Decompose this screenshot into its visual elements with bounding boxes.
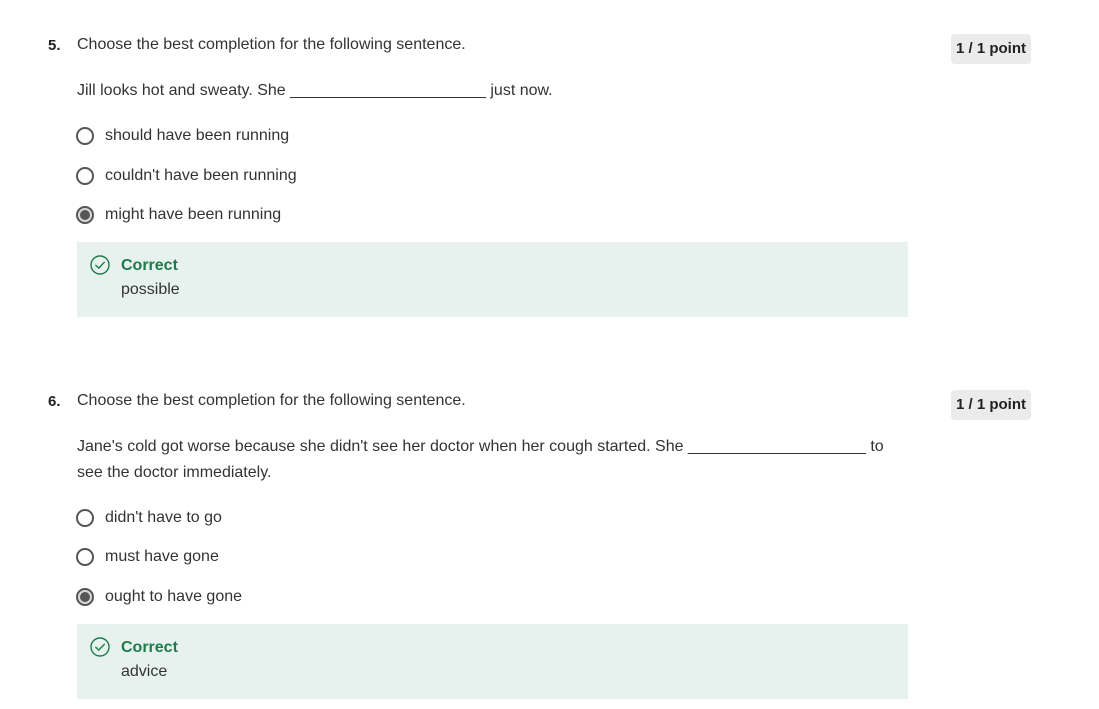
option-should-have-been-running[interactable]: [76, 124, 289, 148]
option-label: must have gone: [105, 548, 219, 565]
radio-button[interactable]: [76, 509, 94, 527]
option-ought-to-have-gone[interactable]: [76, 585, 242, 609]
option-must-have-gone[interactable]: [76, 545, 219, 569]
feedback-status: Correct: [121, 257, 178, 274]
feedback-panel: [77, 242, 908, 317]
option-didnt-have-to-go[interactable]: [76, 506, 222, 530]
option-label: didn't have to go: [105, 509, 222, 526]
option-label: should have been running: [105, 127, 290, 144]
radio-button[interactable]: [76, 548, 94, 566]
option-label: couldn't have been running: [105, 167, 297, 184]
option-might-have-been-running[interactable]: [76, 203, 281, 227]
points-badge: 1 / 1 point: [951, 34, 1031, 64]
radio-button-selected[interactable]: [76, 206, 94, 224]
question-title: Choose the best completion for the following sentence.: [77, 392, 466, 409]
feedback-status: Correct: [121, 639, 178, 656]
points-badge: 1 / 1 point: [951, 390, 1031, 420]
radio-button[interactable]: [76, 167, 94, 185]
question-number: 5.: [48, 37, 61, 54]
option-couldnt-have-been-running[interactable]: [76, 164, 297, 188]
question-number: 6.: [48, 393, 61, 410]
feedback-explanation: possible: [121, 281, 180, 298]
option-label: might have been running: [105, 206, 282, 223]
radio-button-selected[interactable]: [76, 588, 94, 606]
check-circle-icon: [90, 255, 110, 275]
feedback-panel: [77, 624, 908, 699]
option-label: ought to have gone: [105, 588, 243, 605]
question-prompt: Jill looks hot and sweaty. She ______________________ just now.: [77, 82, 553, 99]
check-circle-icon: [90, 637, 110, 657]
question-prompt: Jane's cold got worse because she didn't see her doctor when her cough started. She ____________________ to see the doctor immediately.: [77, 438, 884, 481]
radio-button[interactable]: [76, 127, 94, 145]
question-title: Choose the best completion for the following sentence.: [77, 36, 466, 53]
feedback-explanation: advice: [121, 663, 168, 680]
